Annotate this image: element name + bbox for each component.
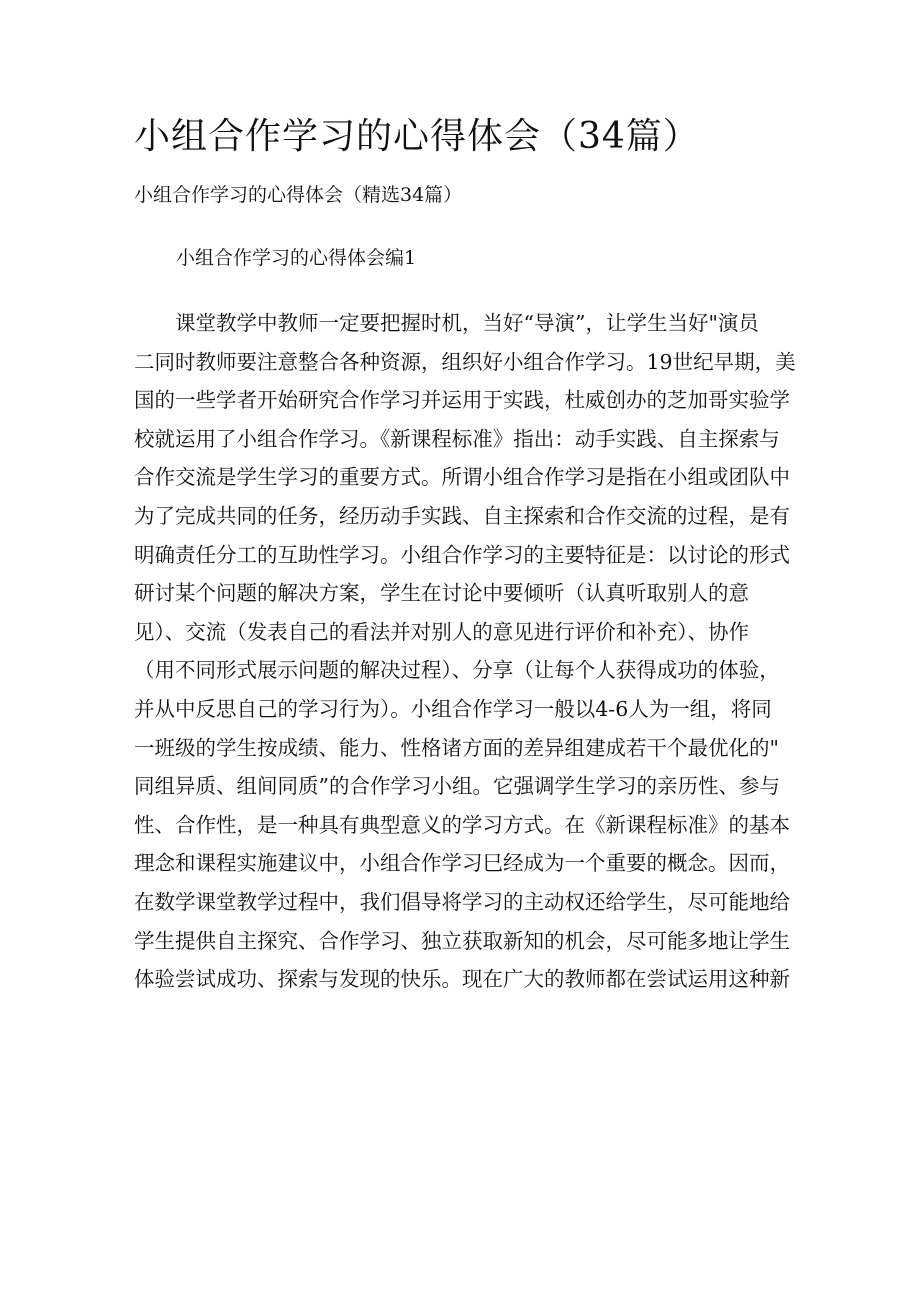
paragraph-line: 理念和课程实施建议中，小组合作学习巳经成为一个重要的概念。因而， xyxy=(134,851,790,876)
paragraph-line: 一班级的学生按成绩、能力、性格诸方面的差异组建成若干个最优化的" xyxy=(134,735,779,760)
paragraph-line: 性、合作性，是一种具有典型意义的学习方式。在《新课程标准》的基本 xyxy=(134,812,790,837)
paragraph-line: 二同时教师要注意整合各种资源，组织好小组合作学习。19世纪早期，美 xyxy=(134,349,796,374)
paragraph-line: 为了完成共同的任务，经历动手实践、自主探索和合作交流的过程，是有 xyxy=(134,503,790,528)
paragraph-line: 合作交流是学生学习的重要方式。所谓小组合作学习是指在小组或团队中 xyxy=(134,465,790,490)
paragraph-line: 见）、交流（发表自己的看法并对别人的意见进行评价和补充）、协作 xyxy=(134,619,749,644)
paragraph-line: 体验尝试成功、探索与发现的快乐。现在广大的教师都在尝试运用这种新 xyxy=(134,967,790,992)
document-subtitle: 小组合作学习的心得体会（精选34篇） xyxy=(134,184,463,206)
paragraph-line: 国的一些学者开始研究合作学习并运用于实践，杜威创办的芝加哥实验学 xyxy=(134,388,790,413)
paragraph-line: 明确责任分工的互助性学习。小组合作学习的主要特征是：以讨论的形式 xyxy=(134,542,790,567)
paragraph-line: 校就运用了小组合作学习。《新课程标准》指出：动手实践、自主探索与 xyxy=(134,426,780,451)
section-heading: 小组合作学习的心得体会编1 xyxy=(176,247,417,269)
document-title: 小组合作学习的心得体会（34篇） xyxy=(134,116,700,157)
paragraph-line: 在数学课堂教学过程中，我们倡导将学习的主动权还给学生，尽可能地给 xyxy=(134,889,790,914)
body-paragraph xyxy=(134,304,794,999)
paragraph-line: 同组异质、组间同质”的合作学习小组。它强调学生学习的亲历性、参与 xyxy=(134,774,780,799)
paragraph-line: （用不同形式展示问题的解决过程）、分享（让每个人获得成功的体验， xyxy=(134,658,780,683)
paragraph-line: 学生提供自主探究、合作学习、独立获取新知的机会，尽可能多地让学生 xyxy=(134,928,790,953)
paragraph-line: 并从中反思自己的学习行为）。小组合作学习一般以4-6人为一组，将同 xyxy=(134,696,772,721)
paragraph-line: 课堂教学中教师一定要把握时机，当好“导演”，让学生当好"演员 xyxy=(134,311,759,335)
paragraph-line: 研讨某个问题的解决方案，学生在讨论中要倾听（认真听取别人的意 xyxy=(134,581,749,606)
